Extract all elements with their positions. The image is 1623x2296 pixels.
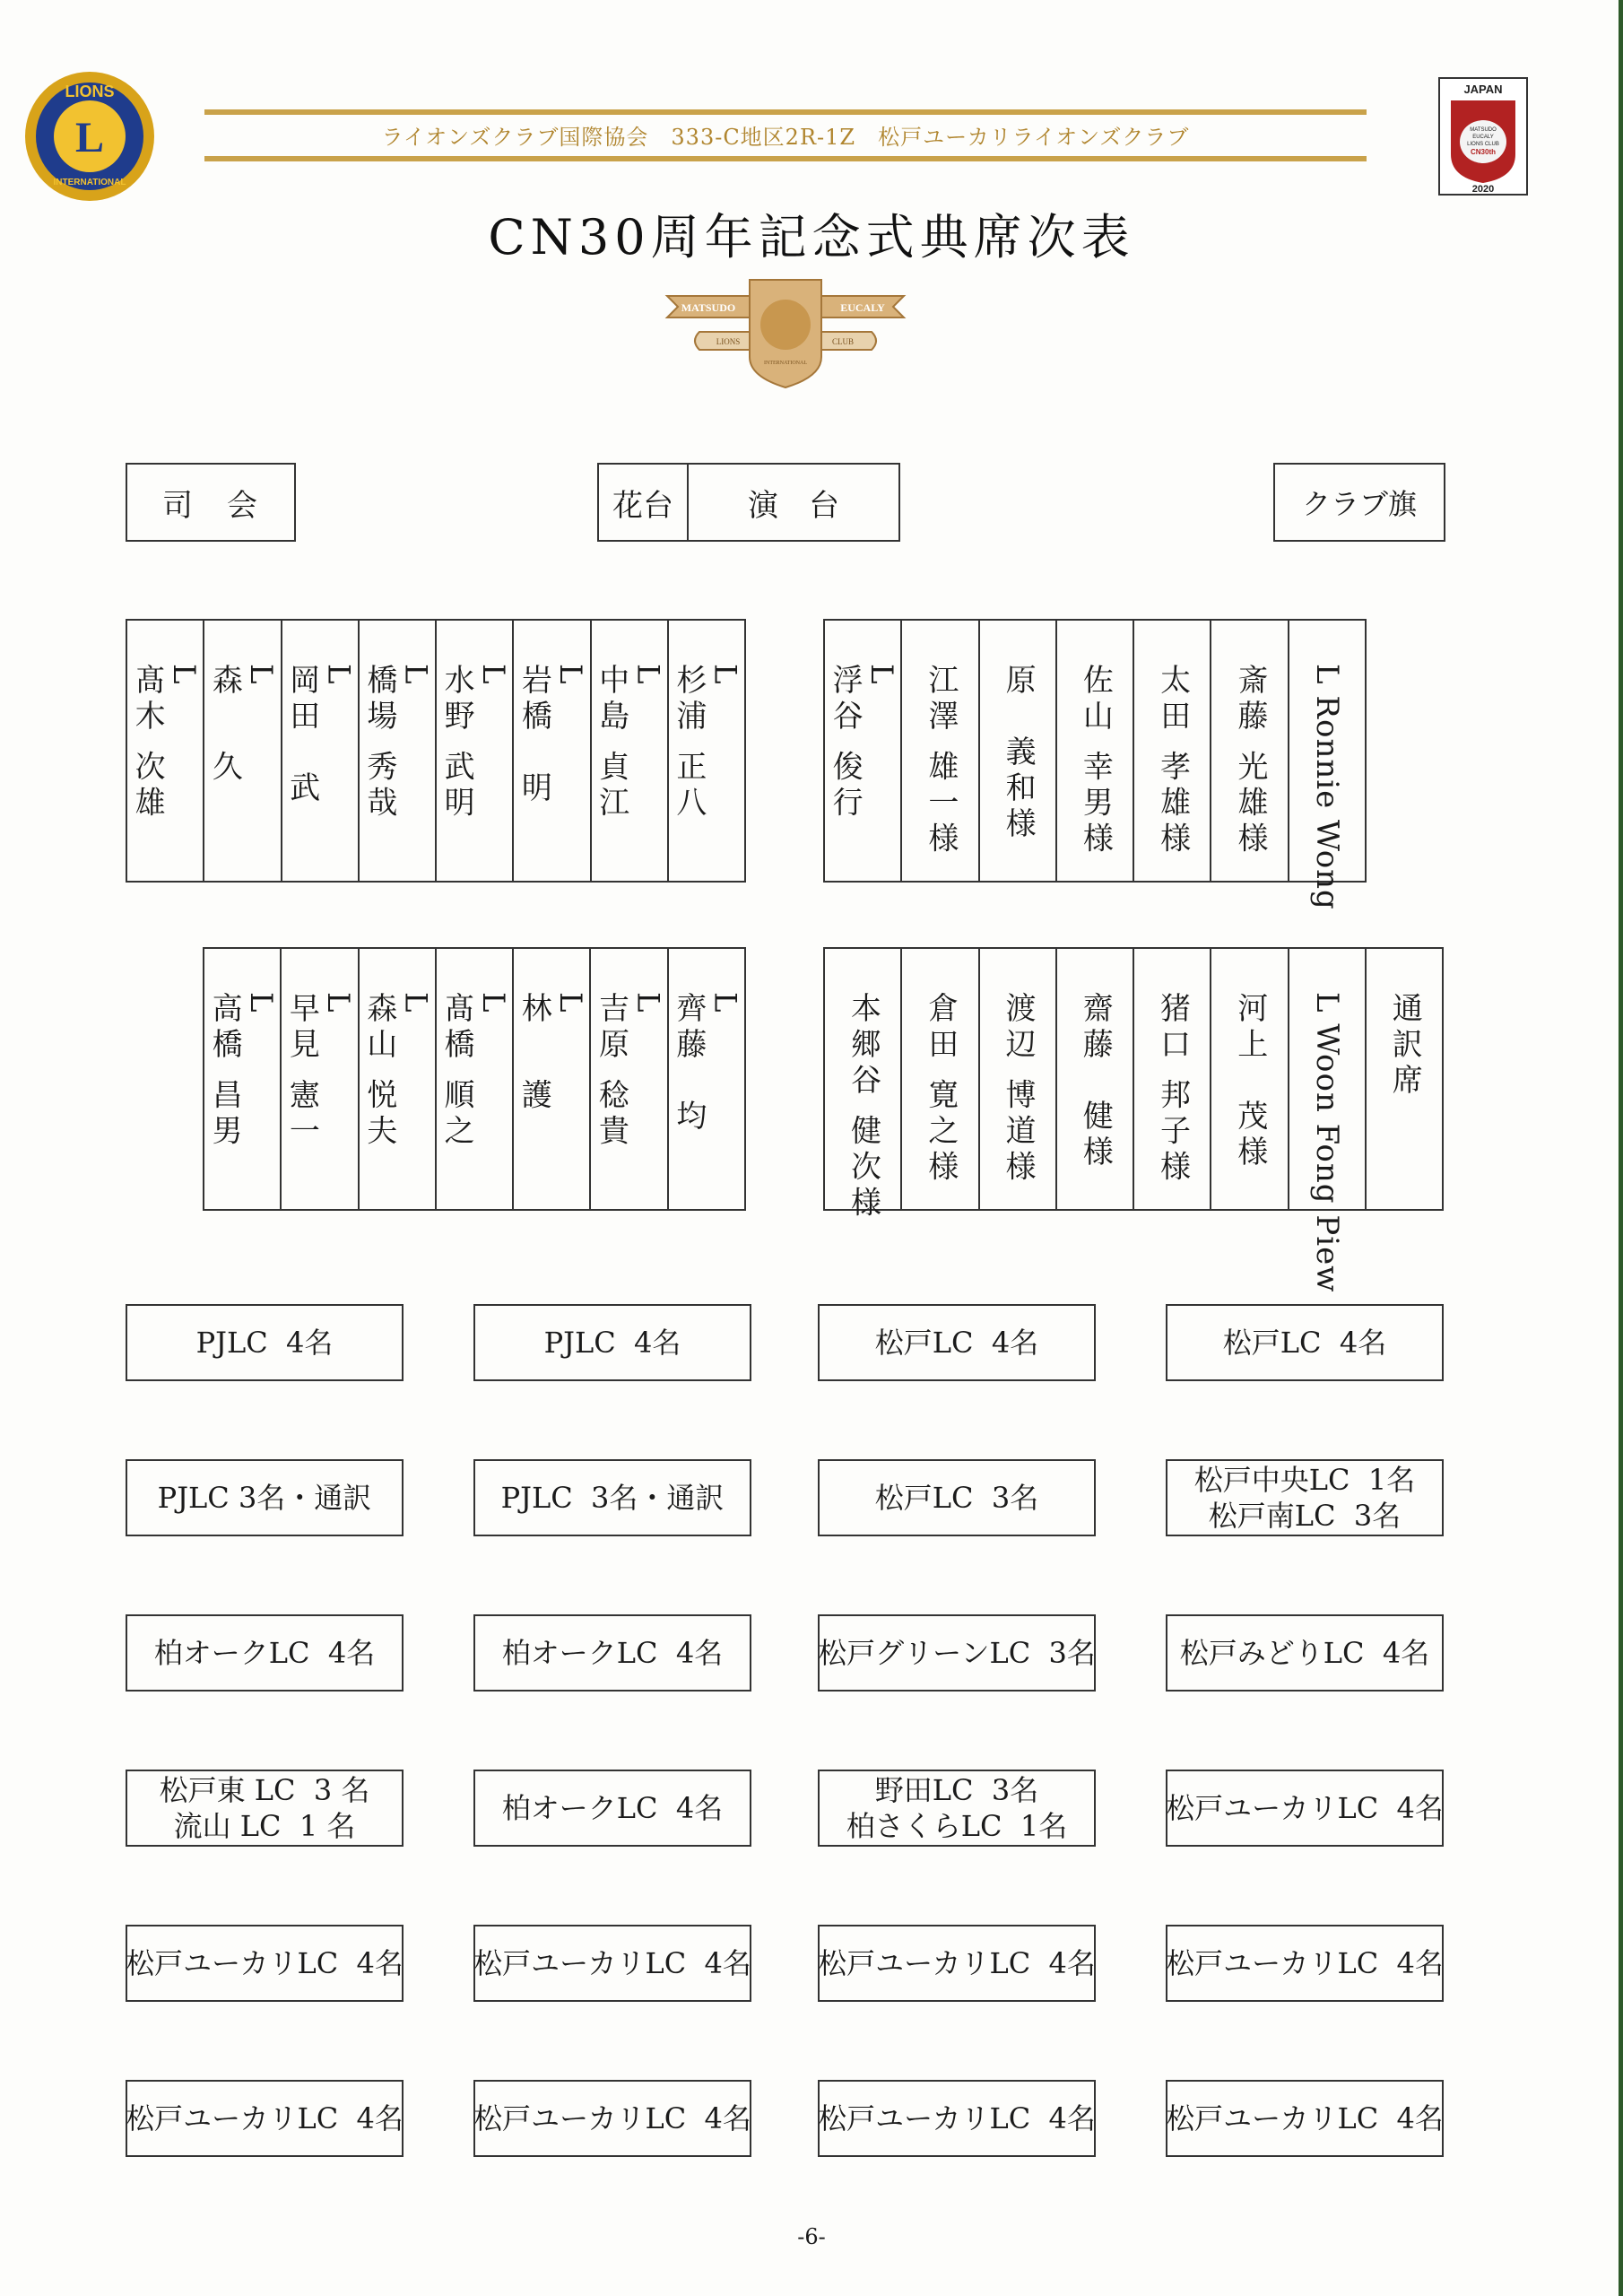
guest-table: [126, 1770, 404, 1847]
guest-table-label: PJLC 3名・通訳: [157, 1481, 372, 1515]
seat: [1289, 621, 1365, 910]
logo-letter: L: [74, 114, 105, 161]
guest-table: [126, 1614, 404, 1692]
seat: [825, 949, 902, 1222]
guest-table: [1166, 1614, 1444, 1692]
seat: [1367, 949, 1442, 1209]
guest-table-label: 松戸ユーカリLC 4名: [126, 2101, 404, 2135]
seat-name: 佐山 幸男様: [1077, 664, 1114, 858]
seat: [437, 949, 514, 1209]
svg-text:EUCALY: EUCALY: [840, 301, 885, 314]
guest-table: [126, 1925, 404, 2002]
seat-name: L 髙木 次雄: [129, 664, 202, 822]
seat: [282, 949, 359, 1209]
logo-top-text: LIONS: [65, 83, 115, 100]
seat-name: 猪口 邦子様: [1154, 992, 1191, 1187]
guest-table-label: 野田LC 3名 柏さくらLC 1名: [846, 1773, 1068, 1843]
seat-name: 斎藤 光雄様: [1231, 664, 1268, 858]
seat-name: L 吉原 稔貴: [593, 992, 666, 1151]
svg-text:INTERNATIONAL: INTERNATIONAL: [764, 361, 807, 366]
guest-table-label: 松戸LC 4名: [874, 1326, 1039, 1360]
guest-table: [818, 1304, 1096, 1381]
seat: [1134, 621, 1211, 881]
club-flag-box: クラブ旗: [1273, 463, 1445, 542]
guest-table: [126, 1459, 404, 1536]
seat-name: L 岡田 武: [283, 664, 357, 807]
seat-name: 倉田 寛之様: [922, 992, 959, 1187]
seat: [282, 621, 360, 881]
seat-name: 渡辺 博道様: [1000, 992, 1037, 1187]
seat-name: L 高橋 昌男: [206, 992, 279, 1151]
guest-table-label: 松戸ユーカリLC 4名: [1166, 2101, 1444, 2135]
svg-text:MATSUDO: MATSUDO: [1470, 127, 1497, 133]
guest-table-label: 松戸みどりLC 4名: [1179, 1636, 1430, 1670]
guest-table-label: 松戸ユーカリLC 4名: [818, 1946, 1096, 1980]
svg-text:LIONS CLUB: LIONS CLUB: [1467, 142, 1499, 147]
seat-name: L Woon Fong Piew: [1309, 992, 1346, 1293]
seat-name: L 中島 貞江: [593, 664, 666, 822]
svg-text:EUCALY: EUCALY: [1472, 135, 1494, 140]
svg-text:JAPAN: JAPAN: [1463, 83, 1503, 96]
seat: [1134, 949, 1211, 1209]
header-text: ライオンズクラブ国際協会 333-C地区2R-1Z 松戸ユーカリライオンズクラブ: [381, 125, 1190, 150]
guest-table-label: 松戸グリーンLC 3名: [818, 1636, 1096, 1670]
seat-name: L 齊藤 均: [670, 992, 743, 1135]
guest-table: [818, 1925, 1096, 2002]
guest-table: [1166, 1304, 1444, 1381]
guest-table-label: 松戸ユーカリLC 4名: [473, 1946, 751, 1980]
guest-table-label: 柏オークLC 4名: [501, 1636, 724, 1670]
seat-name: L 髙橋 順之: [438, 992, 511, 1151]
guest-table-label: 松戸中央LC 1名 松戸南LC 3名: [1193, 1463, 1416, 1533]
seat-name: 河上 茂様: [1231, 992, 1268, 1171]
seat-name: L 岩橋 明: [516, 664, 589, 807]
seat-name: 通訳席: [1386, 992, 1423, 1100]
seat: [1057, 621, 1134, 881]
guest-table-label: 松戸ユーカリLC 4名: [1166, 1946, 1444, 1980]
guest-table-label: 松戸ユーカリLC 4名: [1166, 1791, 1444, 1825]
seat: [592, 621, 669, 881]
seat-name: L 森山 悦夫: [360, 992, 434, 1151]
guest-table: [126, 2080, 404, 2157]
page-edge: [1619, 0, 1623, 2296]
svg-text:CN30th: CN30th: [1470, 148, 1497, 156]
seat: [980, 949, 1057, 1209]
head-table-2-left: [203, 947, 746, 1211]
head-table-1-left: [126, 619, 746, 883]
guest-table: [126, 1304, 404, 1381]
seat: [1057, 949, 1134, 1209]
seat: [437, 621, 514, 881]
seat: [1211, 949, 1289, 1209]
guest-table-label: 松戸ユーカリLC 4名: [473, 2101, 751, 2135]
seat: [360, 621, 437, 881]
podium-box: [597, 463, 900, 542]
seat-name: 齋藤 健様: [1077, 992, 1114, 1171]
seat: [1289, 949, 1367, 1293]
svg-text:2020: 2020: [1471, 184, 1495, 195]
header-line-bottom: [204, 156, 1367, 161]
seat-name: L 杉浦 正八: [670, 664, 743, 822]
svg-text:CLUB: CLUB: [831, 337, 855, 346]
club-emblem: [664, 274, 907, 391]
guest-table: [473, 2080, 751, 2157]
seat-name: L 林 護: [516, 992, 589, 1115]
seat: [514, 621, 591, 881]
head-table-2-right: [823, 947, 1444, 1293]
seat: [902, 621, 979, 881]
seat: [669, 621, 744, 881]
guest-table-label: 松戸東 LC 3 名 流山 LC 1 名: [159, 1773, 370, 1843]
seat-name: 本郷谷 健次様: [845, 992, 881, 1222]
seat-name: 江澤 雄一様: [922, 664, 959, 858]
seat-name: L 森 久: [206, 664, 280, 787]
seat: [980, 621, 1057, 881]
guest-table-label: 松戸ユーカリLC 4名: [126, 1946, 404, 1980]
seat: [204, 621, 282, 881]
seat-name: L Ronnie Wong: [1309, 664, 1346, 910]
seat: [127, 621, 204, 881]
guest-table-label: PJLC 4名: [195, 1326, 334, 1360]
seat-name: L 早見 憲一: [283, 992, 357, 1151]
guest-table: [818, 1459, 1096, 1536]
seat: [669, 949, 744, 1209]
guest-table: [1166, 2080, 1444, 2157]
page-number: -6-: [797, 2224, 826, 2249]
lions-international-logo: [18, 65, 161, 208]
podium-label: 演 台: [748, 487, 839, 524]
guest-table: [1166, 1925, 1444, 2002]
guest-table-label: PJLC 3名・通訳: [500, 1481, 725, 1515]
guest-table: [1166, 1459, 1444, 1536]
svg-text:MATSUDO: MATSUDO: [681, 301, 736, 314]
seat-name: L 水野 武明: [438, 664, 511, 822]
seat: [1211, 621, 1289, 881]
guest-table: [818, 1614, 1096, 1692]
seat-name: L 浮谷 俊行: [827, 664, 899, 822]
seat: [514, 949, 591, 1209]
svg-text:LIONS: LIONS: [716, 337, 741, 346]
guest-table-label: 柏オークLC 4名: [153, 1636, 376, 1670]
flower-stand-label: 花台: [599, 465, 689, 540]
seat: [360, 949, 437, 1209]
guest-table: [818, 2080, 1096, 2157]
guest-table: [1166, 1770, 1444, 1847]
seat: [204, 949, 282, 1209]
guest-table: [473, 1459, 751, 1536]
guest-table-label: PJLC 4名: [543, 1326, 681, 1360]
seat: [902, 949, 979, 1209]
seat: [825, 621, 902, 881]
seat-name: L 橋場 秀哉: [360, 664, 434, 822]
guest-table: [473, 1925, 751, 2002]
guest-table-label: 柏オークLC 4名: [501, 1791, 724, 1825]
guest-table: [818, 1770, 1096, 1847]
mc-box: 司 会: [126, 463, 296, 542]
guest-table: [473, 1304, 751, 1381]
cn30-emblem: [1438, 77, 1528, 196]
seat-name: 太田 孝雄様: [1154, 664, 1191, 858]
guest-table: [473, 1614, 751, 1692]
guest-table: [473, 1770, 751, 1847]
guest-table-label: 松戸ユーカリLC 4名: [818, 2101, 1096, 2135]
guest-table-label: 松戸LC 3名: [874, 1481, 1039, 1515]
seat-name: 原 義和様: [1000, 664, 1037, 843]
guest-table-label: 松戸LC 4名: [1222, 1326, 1387, 1360]
head-table-1-right: [823, 619, 1367, 910]
logo-bottom-text: INTERNATIONAL: [53, 178, 126, 187]
header-line-top: [204, 109, 1367, 115]
page-title: CN30周年記念式典席次表: [488, 209, 1135, 265]
seat: [591, 949, 668, 1209]
